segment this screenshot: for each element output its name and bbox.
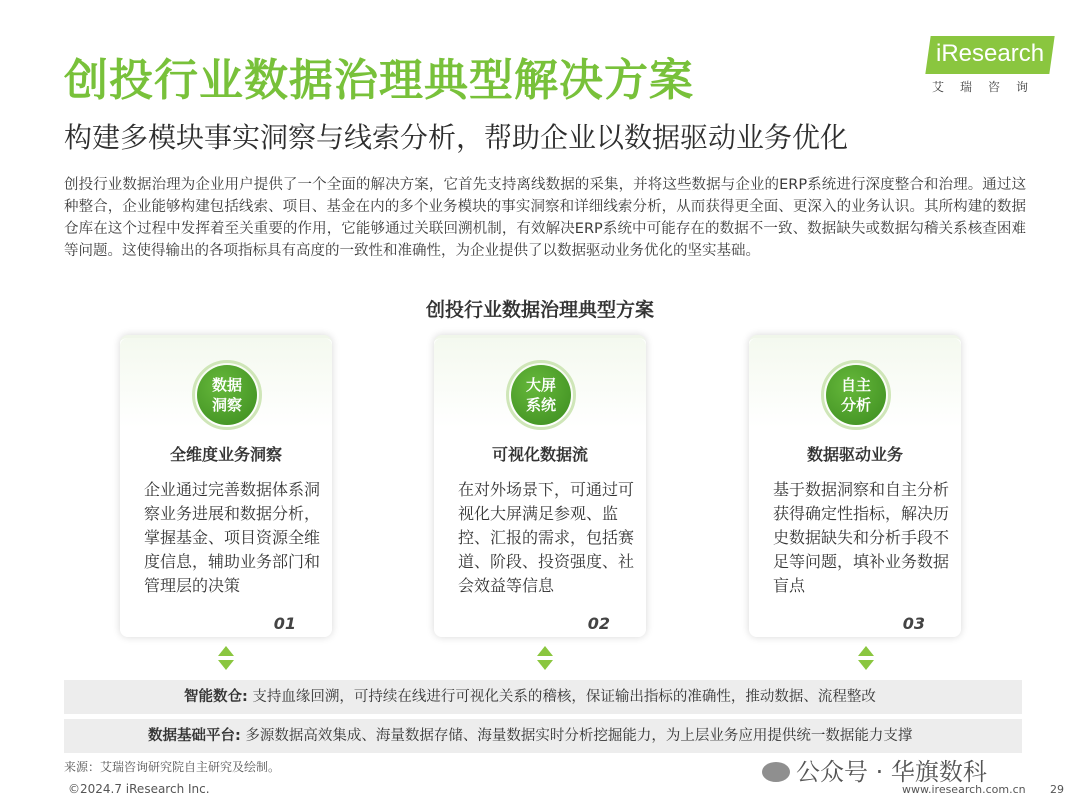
card-text: 基于数据洞察和自主分析获得确定性指标，解决历史数据缺失和分析手段不足等问题，填补业务数据盲点 — [773, 480, 950, 595]
bar-text: 支持血缘回溯，可持续在线进行可视化关系的稽核，保证输出指标的准确性，推动数据、流程整改 — [252, 689, 876, 705]
card-number: 02 — [587, 614, 610, 633]
logo-subtitle: 艾瑞咨询 — [932, 80, 1045, 94]
wechat-icon — [762, 762, 790, 782]
badge-label: 自主 分析 — [826, 365, 886, 425]
page-number: 29 — [1050, 783, 1064, 796]
card-number: 03 — [902, 614, 925, 633]
logo-text: iResearch — [936, 40, 1045, 67]
bar-text: 多源数据高效集成、海量数据存储、海量数据实时分析挖掘能力，为上层业务应用提供统一数据能力支撑 — [245, 728, 913, 744]
card-heading: 数据驱动业务 — [806, 445, 903, 464]
card-heading: 全维度业务洞察 — [169, 445, 282, 464]
bar-label: 数据基础平台: — [148, 728, 241, 744]
badge-label: 大屏 系统 — [511, 365, 571, 425]
bar-label: 智能数仓: — [184, 689, 248, 705]
card-insight — [120, 335, 332, 637]
badge-circle — [506, 360, 576, 430]
data-platform-bar — [64, 719, 1022, 753]
site-url: www.iresearch.com.cn — [902, 783, 1026, 796]
copyright: ©2024.7 iResearch Inc. — [68, 782, 210, 796]
page-subtitle: 构建多模块事实洞察与线索分析，帮助企业以数据驱动业务优化 — [64, 121, 849, 154]
double-arrow-icon — [217, 646, 235, 672]
card-number: 01 — [273, 614, 296, 633]
section-title: 创投行业数据治理典型方案 — [425, 299, 654, 321]
double-arrow-icon — [857, 646, 875, 672]
badge-circle — [192, 360, 262, 430]
source-note: 来源：艾瑞咨询研究院自主研究及绘制。 — [64, 760, 281, 774]
iresearch-logo — [928, 36, 1058, 96]
watermark — [762, 752, 987, 787]
card-data-driven — [749, 335, 961, 637]
card-heading: 可视化数据流 — [491, 445, 588, 464]
intro-paragraph: 创投行业数据治理为企业用户提供了一个全面的解决方案，它首先支持离线数据的采集，并将这些数据与企业的ERP系统进行深度整合和治理。通过这种整合，企业能够构建包括线索、项目、基金在内的多个业务模块的事实洞察和详细线索分析，从而获得更全面、更深入的业务认识。其所构建的数据仓库在这个过程中发挥着至关重要的作用，它能够通过关联回溯机制，有效解决ERP系统中可能存在的数据不一致、数据缺失或数据勾稽关系核查困难等问题。这使得输出的各项指标具有高度的一致性和准确性，为企业提供了以数据驱动业务优化的坚实基础。 — [64, 177, 1026, 259]
smart-warehouse-bar — [64, 680, 1022, 714]
card-text: 在对外场景下，可通过可视化大屏满足参观、监控、汇报的需求，包括赛道、阶段、投资强度、社会效益等信息 — [458, 480, 635, 595]
card-visualization — [434, 335, 646, 637]
badge-circle — [821, 360, 891, 430]
badge-label: 数据 洞察 — [197, 365, 257, 425]
watermark-text: 公众号 · 华旗数科 — [796, 758, 987, 786]
card-text: 企业通过完善数据体系洞察业务进展和数据分析，掌握基金、项目资源全维度信息，辅助业务部门和管理层的决策 — [144, 480, 321, 595]
page-title: 创投行业数据治理典型解决方案 — [64, 55, 694, 106]
double-arrow-icon — [536, 646, 554, 672]
